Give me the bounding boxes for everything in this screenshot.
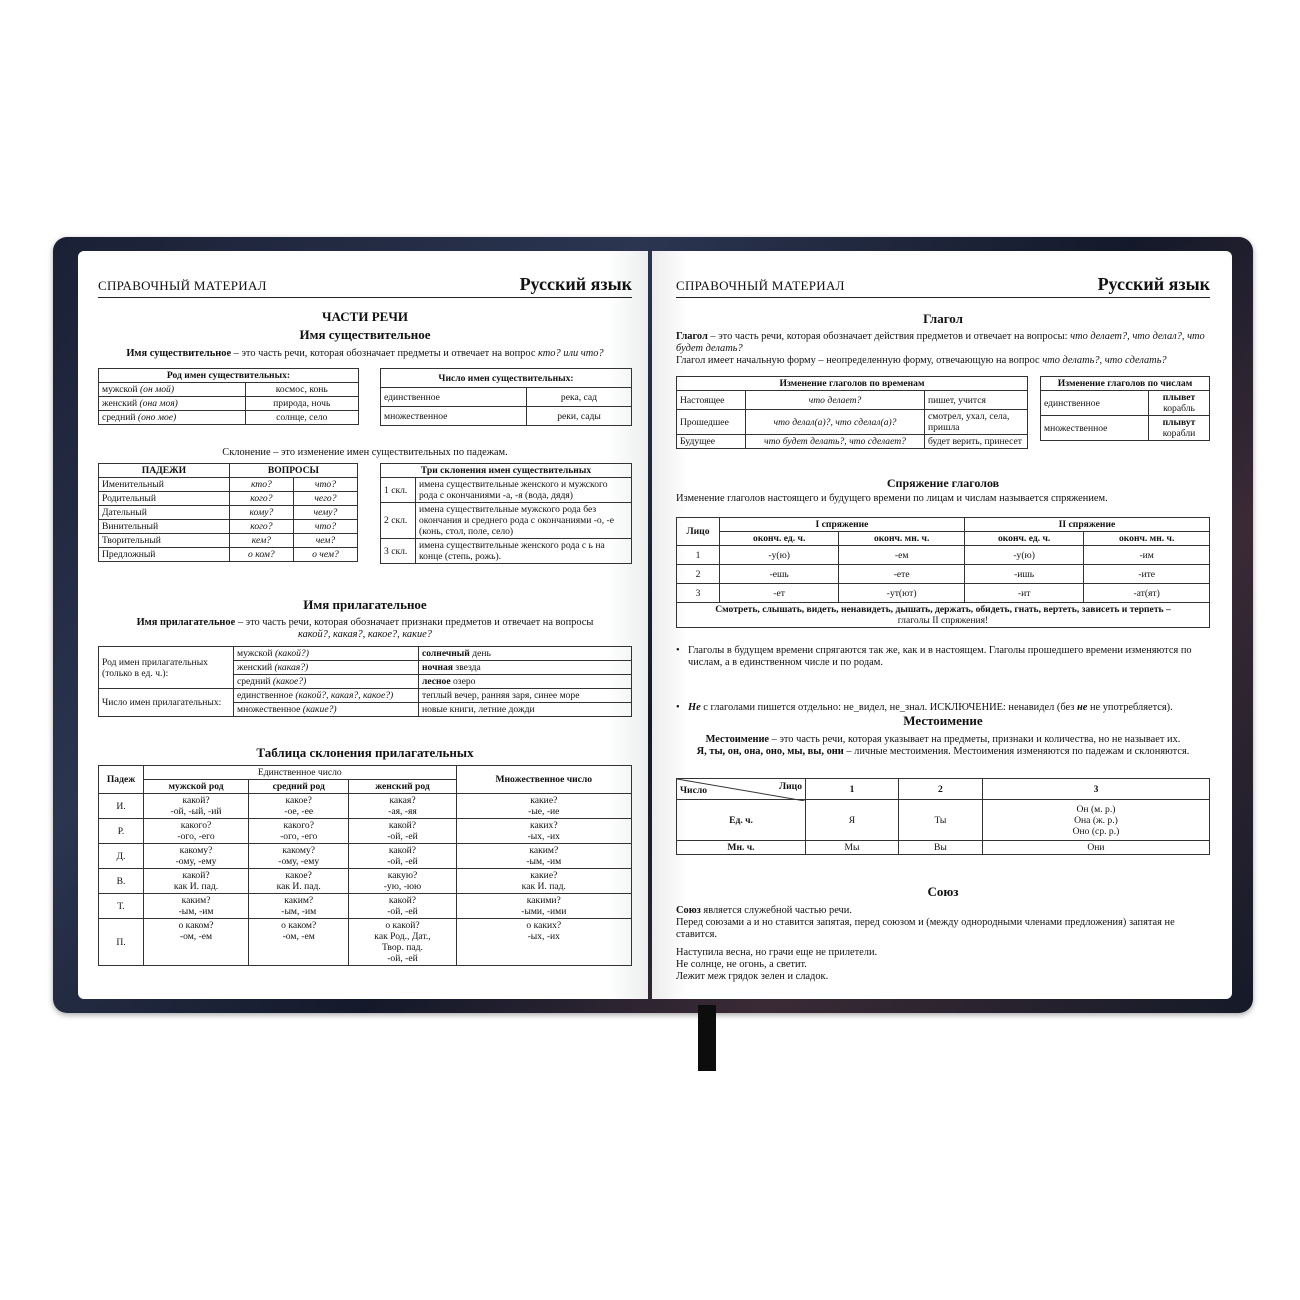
text-cell: (оно мое) xyxy=(137,412,177,423)
text-cell: корабли xyxy=(1162,428,1196,439)
text-cell: ПАДЕЖИ xyxy=(99,464,230,478)
text-cell: -у(ю) xyxy=(720,546,839,565)
ribbon-bookmark xyxy=(698,1005,716,1071)
text-cell: Глагол xyxy=(676,331,708,342)
text-cell: плывет xyxy=(1162,392,1196,403)
text-cell: средний xyxy=(237,676,273,687)
text-cell: П. xyxy=(99,919,144,966)
table-cell xyxy=(99,397,246,411)
text-cell: Три склонения имен существительных xyxy=(381,464,632,478)
text-cell: кем? xyxy=(229,534,293,548)
text-cell: II спряжение xyxy=(964,518,1209,532)
text-cell: Мы xyxy=(806,841,899,855)
text-cell: средний род xyxy=(249,780,349,794)
text-cell: Предложный xyxy=(99,548,230,562)
text-cell: каким? -ым, -им xyxy=(144,894,249,919)
text-cell: смотрел, ухал, села, пришла xyxy=(925,410,1028,435)
text-cell: единственное xyxy=(237,690,296,701)
text-cell: -ет xyxy=(720,584,839,603)
text-cell: множественное xyxy=(1041,416,1149,441)
table-row xyxy=(99,534,358,548)
table-cell xyxy=(234,689,419,703)
text-cell: Ты xyxy=(898,800,982,841)
text-cell: мужской xyxy=(102,384,140,395)
text-cell: корабль xyxy=(1163,403,1195,414)
text-cell: каким? -ым, -им xyxy=(456,844,631,869)
cases-table xyxy=(98,463,358,562)
text-cell: Наступила весна, но грачи еще не прилетели. xyxy=(676,947,878,958)
noun-title: Имя существительное xyxy=(299,327,431,342)
table-cell xyxy=(1148,416,1209,441)
table-cell xyxy=(234,647,419,661)
adjective-title: Имя прилагательное xyxy=(303,597,427,612)
text-cell: 1 xyxy=(806,779,899,800)
text-cell: -ат(ят) xyxy=(1084,584,1210,603)
text-cell: о каком? -ом, -ем xyxy=(144,919,249,966)
text-cell: единственное xyxy=(1041,391,1149,416)
page-header xyxy=(676,273,1210,298)
text-cell: что? xyxy=(293,520,357,534)
table-row xyxy=(99,369,359,383)
table-row xyxy=(677,779,1210,800)
text-cell: -ут(ют) xyxy=(839,584,965,603)
text-cell: женский xyxy=(237,662,275,673)
text-cell: женский xyxy=(102,398,140,409)
table-row xyxy=(99,919,632,966)
adjective-declension-table xyxy=(98,765,632,966)
text-cell: Прошедшее xyxy=(677,410,746,435)
table-row xyxy=(99,492,358,506)
conjugation-table xyxy=(676,517,1210,628)
text-cell: что будет делать?, что сделает? xyxy=(746,435,925,449)
text-cell: оконч. мн. ч. xyxy=(839,532,965,546)
text-cell: Т. xyxy=(99,894,144,919)
text-cell: о ком? xyxy=(229,548,293,562)
text-cell: Не xyxy=(688,702,701,713)
section-label: СПРАВОЧНЫЙ МАТЕРИАЛ xyxy=(676,278,845,293)
table-row xyxy=(381,369,632,388)
text-cell: Р. xyxy=(99,819,144,844)
pronoun-title: Местоимение xyxy=(903,713,983,728)
table-row xyxy=(99,383,359,397)
text-cell: не употребляется). xyxy=(1087,702,1173,713)
text-cell: чему? xyxy=(293,506,357,520)
table-row xyxy=(677,546,1210,565)
text-cell: какой? -ой, -ей xyxy=(349,819,456,844)
text-cell: 2 xyxy=(898,779,982,800)
table-cell xyxy=(234,661,419,675)
adjective-gender-number-table xyxy=(98,646,632,717)
table-row xyxy=(99,548,358,562)
table-row xyxy=(1041,391,1210,416)
text-cell: теплый вечер, ранняя заря, синее море xyxy=(419,689,632,703)
text-cell: оконч. ед. ч. xyxy=(720,532,839,546)
text-cell: Мн. ч. xyxy=(677,841,806,855)
text-cell: какими? -ыми, -ими xyxy=(456,894,631,919)
table-row xyxy=(99,478,358,492)
table-cell xyxy=(419,647,632,661)
text-cell: чем? xyxy=(293,534,357,548)
text-cell: Настоящее xyxy=(677,391,746,410)
text-cell: Число имен прилагательных: xyxy=(99,689,234,717)
text-cell: Изменение глаголов по числам xyxy=(1041,377,1210,391)
text-cell: Винительный xyxy=(99,520,230,534)
conjunction-text xyxy=(676,905,1210,983)
text-cell: день xyxy=(469,648,491,659)
table-row xyxy=(677,800,1210,841)
verb-number-table xyxy=(1040,376,1210,441)
table-row xyxy=(677,532,1210,546)
table-cell xyxy=(99,383,246,397)
text-cell: -у(ю) xyxy=(964,546,1083,565)
text-cell: Именительный xyxy=(99,478,230,492)
text-cell: какой? как И. пад. xyxy=(144,869,249,894)
text-cell: 1 xyxy=(677,546,720,565)
text-cell: Множественное число xyxy=(456,766,631,794)
table-row xyxy=(99,819,632,844)
table-row xyxy=(1041,416,1210,441)
text-cell: Единственное число xyxy=(144,766,457,780)
text-cell: оконч. ед. ч. xyxy=(964,532,1083,546)
text-cell: I спряжение xyxy=(720,518,965,532)
table-row xyxy=(99,844,632,869)
text-cell: какой?, какая?, какое?, какие? xyxy=(298,629,432,640)
text-cell: Имя прилагательное xyxy=(136,617,236,628)
text-cell: какому? -ому, -ему xyxy=(249,844,349,869)
page-title: ЧАСТИ РЕЧИ xyxy=(322,309,408,324)
text-cell: солнечный xyxy=(422,648,470,659)
pronoun-definition xyxy=(676,734,1210,758)
text-cell: не xyxy=(1076,702,1088,713)
table-row xyxy=(99,869,632,894)
text-cell: В. xyxy=(99,869,144,894)
text-cell: Творительный xyxy=(99,534,230,548)
text-cell: мужской род xyxy=(144,780,249,794)
table-cell xyxy=(234,703,419,717)
pronoun-table xyxy=(676,778,1210,855)
text-cell: множественное xyxy=(237,704,303,715)
table-cell xyxy=(234,675,419,689)
text-cell: о какой? как Род., Дат., Твор. пад. -ой, -ей xyxy=(349,919,456,966)
text-cell: (какой?, какая?, какое?) xyxy=(295,690,394,701)
text-cell: – личные местоимения. Местоимения изменяются по падежам и склоняются. xyxy=(843,746,1190,757)
text-cell: будет верить, принесет xyxy=(925,435,1028,449)
text-cell: каких? -ых, -их xyxy=(456,819,631,844)
text-cell: какому? -ому, -ему xyxy=(144,844,249,869)
text-cell: что? xyxy=(293,478,357,492)
text-cell: какая? -ая, -яя xyxy=(349,794,456,819)
text-cell: ночная xyxy=(422,662,454,673)
table-row xyxy=(677,410,1028,435)
text-cell: 3 xyxy=(982,779,1209,800)
text-cell: Изменение глаголов по временам xyxy=(677,377,1028,391)
text-cell: плывут xyxy=(1162,417,1196,428)
text-cell: – это часть речи, которая указывает на предметы, признаки и количества, но не называет их. xyxy=(769,734,1181,745)
text-cell: что делал(а)?, что сделал(а)? xyxy=(746,410,925,435)
text-cell: Лицо xyxy=(778,781,802,792)
adjective-definition xyxy=(108,617,622,641)
verb-title: Глагол xyxy=(923,311,963,326)
table-cell xyxy=(1148,391,1209,416)
text-cell: какой? -ой, -ый, -ий xyxy=(144,794,249,819)
table-row xyxy=(99,894,632,919)
text-cell: Имя существительное xyxy=(126,348,232,359)
text-cell: кто? или что? xyxy=(538,348,604,359)
text-cell: 2 скл. xyxy=(381,503,416,539)
text-cell: Родительный xyxy=(99,492,230,506)
text-cell: космос, конь xyxy=(245,383,358,397)
text-cell: какие? -ые, -ие xyxy=(456,794,631,819)
table-row xyxy=(99,464,358,478)
text-cell: что делает?, что делал?, что будет делать? xyxy=(676,331,1205,354)
table-row xyxy=(381,388,632,407)
table-row xyxy=(381,464,632,478)
text-cell: пишет, учится xyxy=(925,391,1028,410)
text-cell: какое? -ое, -ее xyxy=(249,794,349,819)
text-cell: Род имен существительных: xyxy=(99,369,359,383)
table-row xyxy=(99,411,359,425)
three-declensions-table xyxy=(380,463,632,564)
table-row xyxy=(677,841,1210,855)
pronoun-table-corner xyxy=(677,779,806,800)
text-cell: Дательный xyxy=(99,506,230,520)
text-cell: Он (м. р.) Она (ж. р.) Оно (ср. р.) xyxy=(982,800,1209,841)
declension-definition: Склонение – это изменение имен существительных по падежам. xyxy=(222,447,508,458)
text-cell: (она моя) xyxy=(139,398,178,409)
adjective-table-title: Таблица склонения прилагательных xyxy=(256,745,474,760)
text-cell: Будущее xyxy=(677,435,746,449)
text-cell: Вы xyxy=(898,841,982,855)
text-cell: -им xyxy=(1084,546,1210,565)
text-cell: кто? xyxy=(229,478,293,492)
text-cell: – это часть речи, которая обозначает признаки предметов и отвечает на вопросы xyxy=(235,617,594,628)
table-row xyxy=(677,584,1210,603)
text-cell: реки, сады xyxy=(527,407,632,426)
text-cell: Я, ты, он, она, оно, мы, вы, они xyxy=(696,746,844,757)
text-cell: Я xyxy=(806,800,899,841)
text-cell: Число имен существительных: xyxy=(381,369,632,388)
text-cell: что делает? xyxy=(746,391,925,410)
table-row xyxy=(381,407,632,426)
table-row xyxy=(677,377,1028,391)
verb-note-1: • Глаголы в будущем времени спрягаются так же, как и в настоящем. Глаголы прошедшего времени изменяются по числам, а в единственном числе и по родам. xyxy=(676,645,1210,669)
text-cell: Число xyxy=(680,785,708,796)
table-row xyxy=(677,391,1028,410)
text-cell: (он мой) xyxy=(139,384,175,395)
subject-title: Русский язык xyxy=(1097,274,1210,294)
text-cell: ВОПРОСЫ xyxy=(229,464,357,478)
table-row xyxy=(677,435,1028,449)
text-cell: Ед. ч. xyxy=(677,800,806,841)
text-cell: кого? xyxy=(229,492,293,506)
table-row xyxy=(1041,377,1210,391)
text-cell: Местоимение xyxy=(705,734,770,745)
table-cell xyxy=(677,603,1210,628)
table-row xyxy=(381,478,632,503)
table-row xyxy=(99,506,358,520)
text-cell: (какой?) xyxy=(274,648,309,659)
text-cell: о каком? -ом, -ем xyxy=(249,919,349,966)
table-cell xyxy=(99,411,246,425)
text-cell: мужской xyxy=(237,648,275,659)
text-cell: (какие?) xyxy=(302,704,337,715)
table-row xyxy=(381,503,632,539)
text-cell: какой? -ой, -ей xyxy=(349,894,456,919)
text-cell: какие? как И. пад. xyxy=(456,869,631,894)
page-header xyxy=(98,273,632,298)
text-cell: о чем? xyxy=(293,548,357,562)
text-cell: лесное xyxy=(422,676,451,687)
text-cell: имена существительные женского рода с ь на конце (степь, рожь). xyxy=(416,539,632,564)
table-row xyxy=(99,647,632,661)
text-cell: каким? -ым, -им xyxy=(249,894,349,919)
text-cell: -ит xyxy=(964,584,1083,603)
text-cell: какой? -ой, -ей xyxy=(349,844,456,869)
text-cell: 3 скл. xyxy=(381,539,416,564)
text-cell: Смотреть, слышать, видеть, ненавидеть, дышать, держать, обидеть, гнать, вертеть, зависеть и терпеть – xyxy=(715,604,1171,615)
text-cell: какую? -ую, -юю xyxy=(349,869,456,894)
text-cell: природа, ночь xyxy=(245,397,358,411)
text-cell: солнце, село xyxy=(245,411,358,425)
text-cell: глаголы II спряжения! xyxy=(897,615,989,626)
conjugation-title: Спряжение глаголов xyxy=(886,476,1000,490)
text-cell: новые книги, летние дожди xyxy=(419,703,632,717)
text-cell: кому? xyxy=(229,506,293,520)
text-cell: звезда xyxy=(453,662,481,673)
section-label: СПРАВОЧНЫЙ МАТЕРИАЛ xyxy=(98,278,267,293)
text-cell: (какая?) xyxy=(274,662,309,673)
subject-title: Русский язык xyxy=(519,274,632,294)
text-cell: 2 xyxy=(677,565,720,584)
table-row xyxy=(99,520,358,534)
table-row xyxy=(677,603,1210,628)
noun-gender-table xyxy=(98,368,359,425)
verb-definition xyxy=(676,331,1210,367)
text-cell: – это часть речи, которая обозначает действия предметов и отвечает на вопросы: xyxy=(707,331,1071,342)
text-cell: Д. xyxy=(99,844,144,869)
text-cell: Род имен прилагательных (только в ед. ч.): xyxy=(99,647,234,689)
text-cell: Глагол имеет начальную форму – неопределенную форму, отвечающую на вопрос xyxy=(676,355,1043,366)
text-cell: является служебной частью речи. xyxy=(700,905,852,916)
text-cell: Не солнце, не огонь, а светит. xyxy=(676,959,807,970)
text-cell: какого? -ого, -его xyxy=(249,819,349,844)
text-cell: средний xyxy=(102,412,138,423)
text-cell: Они xyxy=(982,841,1209,855)
text-cell: река, сад xyxy=(527,388,632,407)
right-page xyxy=(652,251,1232,999)
text-cell: Союз xyxy=(676,905,701,916)
text-cell: какое? как И. пад. xyxy=(249,869,349,894)
text-cell: какого? -ого, -его xyxy=(144,819,249,844)
text-cell: о каких? -ых, -их xyxy=(456,919,631,966)
text-cell: И. xyxy=(99,794,144,819)
text-cell: (какое?) xyxy=(272,676,307,687)
table-cell xyxy=(419,661,632,675)
text-cell: Лежит меж грядок зелен и сладок. xyxy=(676,971,829,982)
table-row xyxy=(677,565,1210,584)
text-cell: 3 xyxy=(677,584,720,603)
text-cell: -ете xyxy=(839,565,965,584)
noun-definition xyxy=(98,348,632,360)
table-cell xyxy=(419,675,632,689)
table-row xyxy=(99,689,632,703)
text-cell: что делать?, что сделать? xyxy=(1042,355,1167,366)
text-cell: Лицо xyxy=(677,518,720,546)
text-cell: с глаголами пишется отдельно: не_видел, не_знал. ИСКЛЮЧЕНИЕ: ненавидел (без xyxy=(700,702,1077,713)
text-cell: Падеж xyxy=(99,766,144,794)
text-cell: женский род xyxy=(349,780,456,794)
text-cell: имена существительные мужского рода без окончания и среднего рода с окончаниями -о, -е (конь, стол, поле, село) xyxy=(416,503,632,539)
text-cell: -ем xyxy=(839,546,965,565)
text-cell: 1 скл. xyxy=(381,478,416,503)
text-cell: озеро xyxy=(450,676,476,687)
noun-number-table xyxy=(380,368,632,426)
text-cell: оконч. мн. ч. xyxy=(1084,532,1210,546)
text-cell: -ешь xyxy=(720,565,839,584)
text-cell: – это часть речи, которая обозначает предметы и отвечает на вопрос xyxy=(231,348,539,359)
text-cell: единственное xyxy=(381,388,527,407)
text-cell: Перед союзами а и но ставится запятая, перед союзом и (между однородными членами предложения) запятая не ставится. xyxy=(676,917,1175,940)
conjugation-definition: Изменение глаголов настоящего и будущего времени по лицам и числам называется спряжением. xyxy=(676,493,1108,504)
conjunction-title: Союз xyxy=(927,884,959,899)
text-cell: чего? xyxy=(293,492,357,506)
table-row xyxy=(99,766,632,780)
text-cell: кого? xyxy=(229,520,293,534)
left-page xyxy=(78,251,648,999)
text-cell: множественное xyxy=(381,407,527,426)
text-cell: имена существительные женского и мужского рода с окончаниями -а, -я (вода, дядя) xyxy=(416,478,632,503)
table-row xyxy=(381,539,632,564)
table-row xyxy=(677,518,1210,532)
table-row xyxy=(99,397,359,411)
table-row xyxy=(99,794,632,819)
verb-tense-table xyxy=(676,376,1028,449)
text-cell: -ите xyxy=(1084,565,1210,584)
text-cell: -ишь xyxy=(964,565,1083,584)
